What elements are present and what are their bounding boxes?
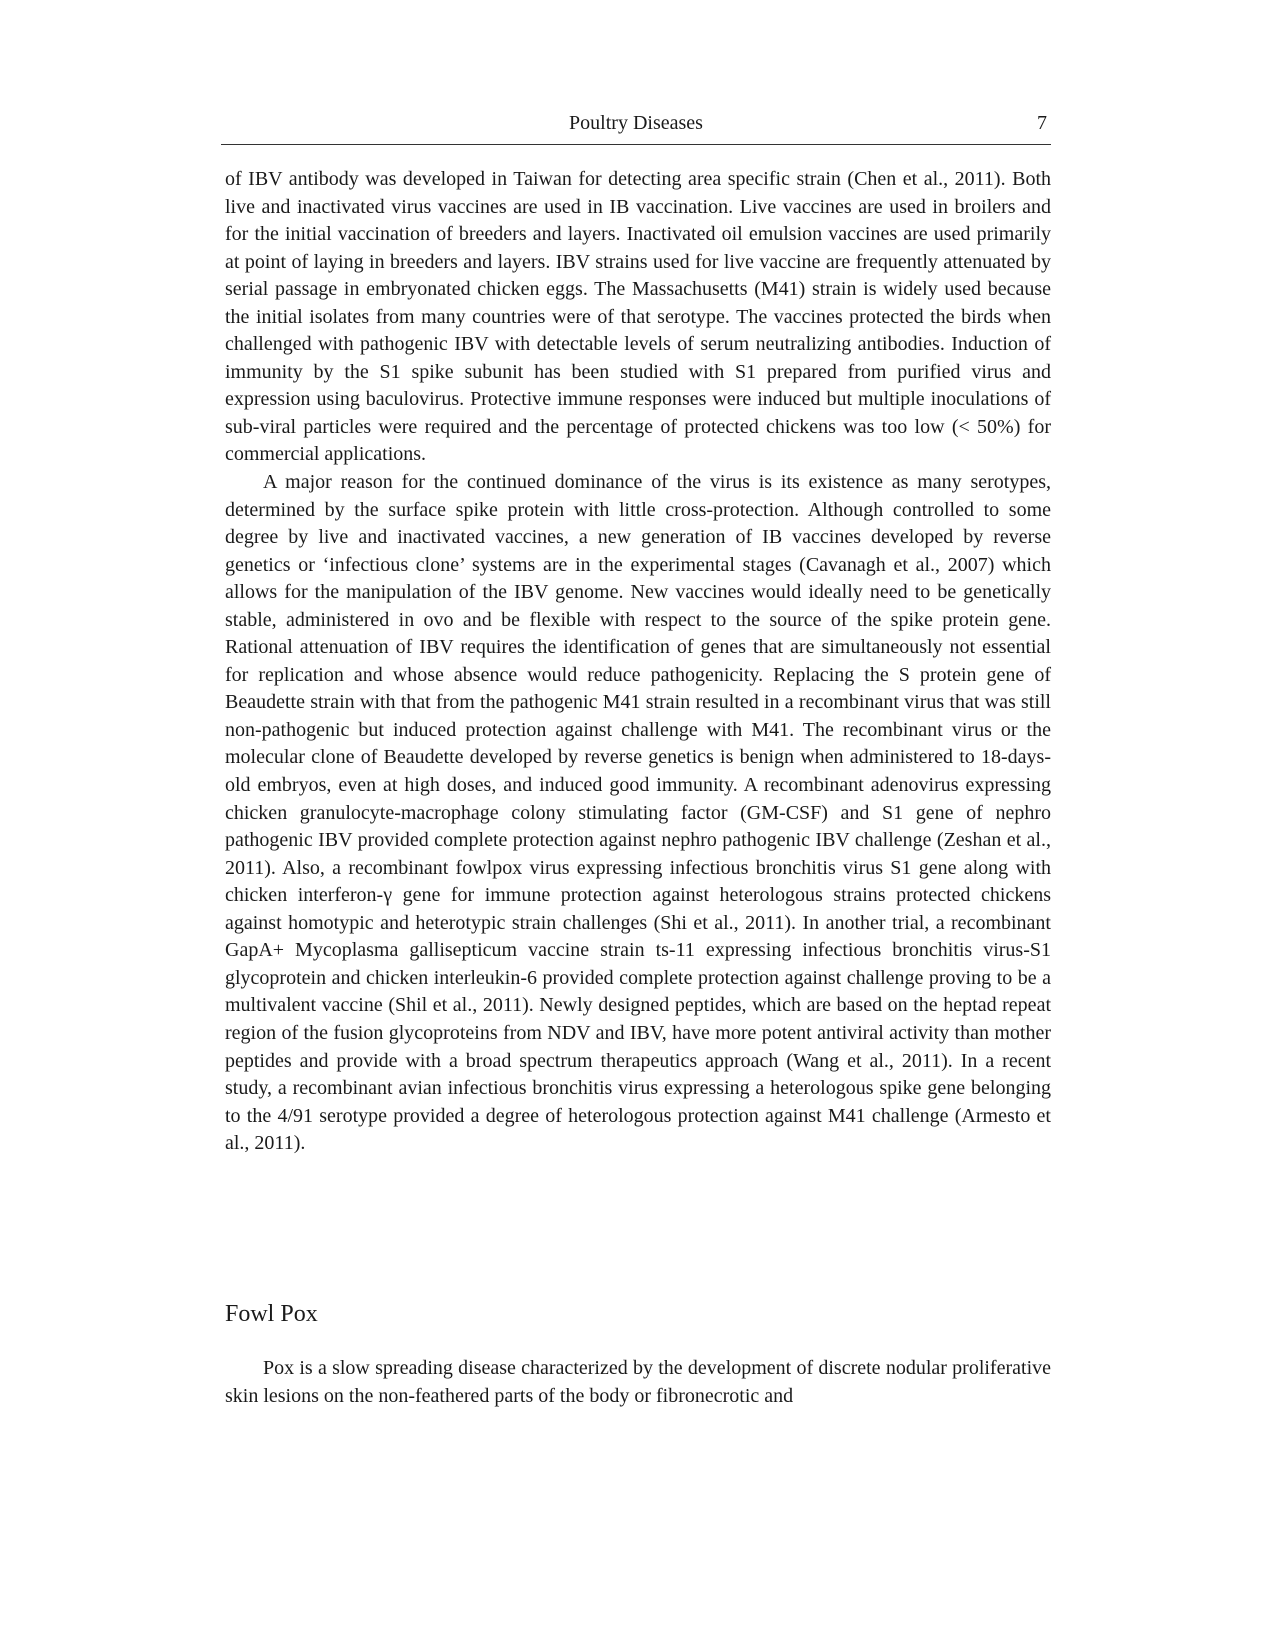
section-paragraph-1: Pox is a slow spreading disease characterized by the development of discrete nodular proliferative skin lesions on the non-feathered parts of the body or fibronecrotic and (225, 1357, 1051, 1407)
page-number: 7 (1037, 112, 1047, 134)
body-paragraph-1: of IBV antibody was developed in Taiwan for detecting area specific strain (Chen et al., 2011). Both live and inactivated virus vaccines are used in IB vaccination. Live vaccines are used in broilers and for the initial vaccination of breeders and layers. Inactivated oil emulsion vaccines are used primarily at point of laying in breeders and layers. IBV strains used for live vaccine are frequently attenuated by serial passage in embryonated chicken eggs. The Massachusetts (M41) strain is widely used because the initial isolates from many countries were of that serotype. The vaccines protected the birds when challenged with pathogenic IBV with detectable levels of serum neutralizing antibodies. Induction of immunity by the S1 spike subunit has been studied with S1 prepared from purified virus and expression using baculovirus. Protective immune responses were induced but multiple inoculations of sub-viral particles were required and the percentage of protected chickens was too low (< 50%) for commercial applications. (225, 168, 1051, 466)
section-text (225, 1355, 1051, 1410)
running-title: Poultry Diseases (569, 112, 703, 134)
body-text (225, 166, 1051, 1158)
section-heading: Fowl Pox (225, 1301, 318, 1327)
running-header (221, 108, 1051, 145)
body-paragraph-2: A major reason for the continued dominance of the virus is its existence as many serotypes, determined by the surface spike protein with little cross-protection. Although controlled to some degree by live and inactivated vaccines, a new generation of IB vaccines developed by reverse genetics or ‘infectious clone’ systems are in the experimental stages (Cavanagh et al., 2007) which allows for the manipulation of the IBV genome. New vaccines would ideally need to be genetically stable, administered in ovo and be flexible with respect to the source of the spike protein gene. Rational attenuation of IBV requires the identification of genes that are simultaneously not essential for replication and whose absence would reduce pathogenicity. Replacing the S protein gene of Beaudette strain with that from the pathogenic M41 strain resulted in a recombinant virus that was still non-pathogenic but induced protection against challenge with M41. The recombinant virus or the molecular clone of Beaudette developed by reverse genetics is benign when administered to 18-days-old embryos, even at high doses, and induced good immunity. A recombinant adenovirus expressing chicken granulocyte-macrophage colony stimulating factor (GM-CSF) and S1 gene of nephro pathogenic IBV provided complete protection against nephro pathogenic IBV challenge (Zeshan et al., 2011). Also, a recombinant fowlpox virus expressing infectious bronchitis virus S1 gene along with chicken interferon-γ gene for immune protection against heterologous strains protected chickens against homotypic and heterotypic strain challenges (Shi et al., 2011). In another trial, a recombinant GapA+ Mycoplasma gallisepticum vaccine strain ts-11 expressing infectious bronchitis virus-S1 glycoprotein and chicken interleukin-6 provided complete protection against challenge proving to be a multivalent vaccine (Shil et al., 2011). Newly designed peptides, which are based on the heptad repeat region of the fusion glycoproteins from NDV and IBV, have more potent antiviral activity than mother peptides and provide with a broad spectrum therapeutics approach (Wang et al., 2011). In a recent study, a recombinant avian infectious bronchitis virus expressing a heterologous spike gene belonging to the 4/91 serotype provided a degree of heterologous protection against M41 challenge (Armesto et al., 2011). (225, 471, 1051, 1155)
